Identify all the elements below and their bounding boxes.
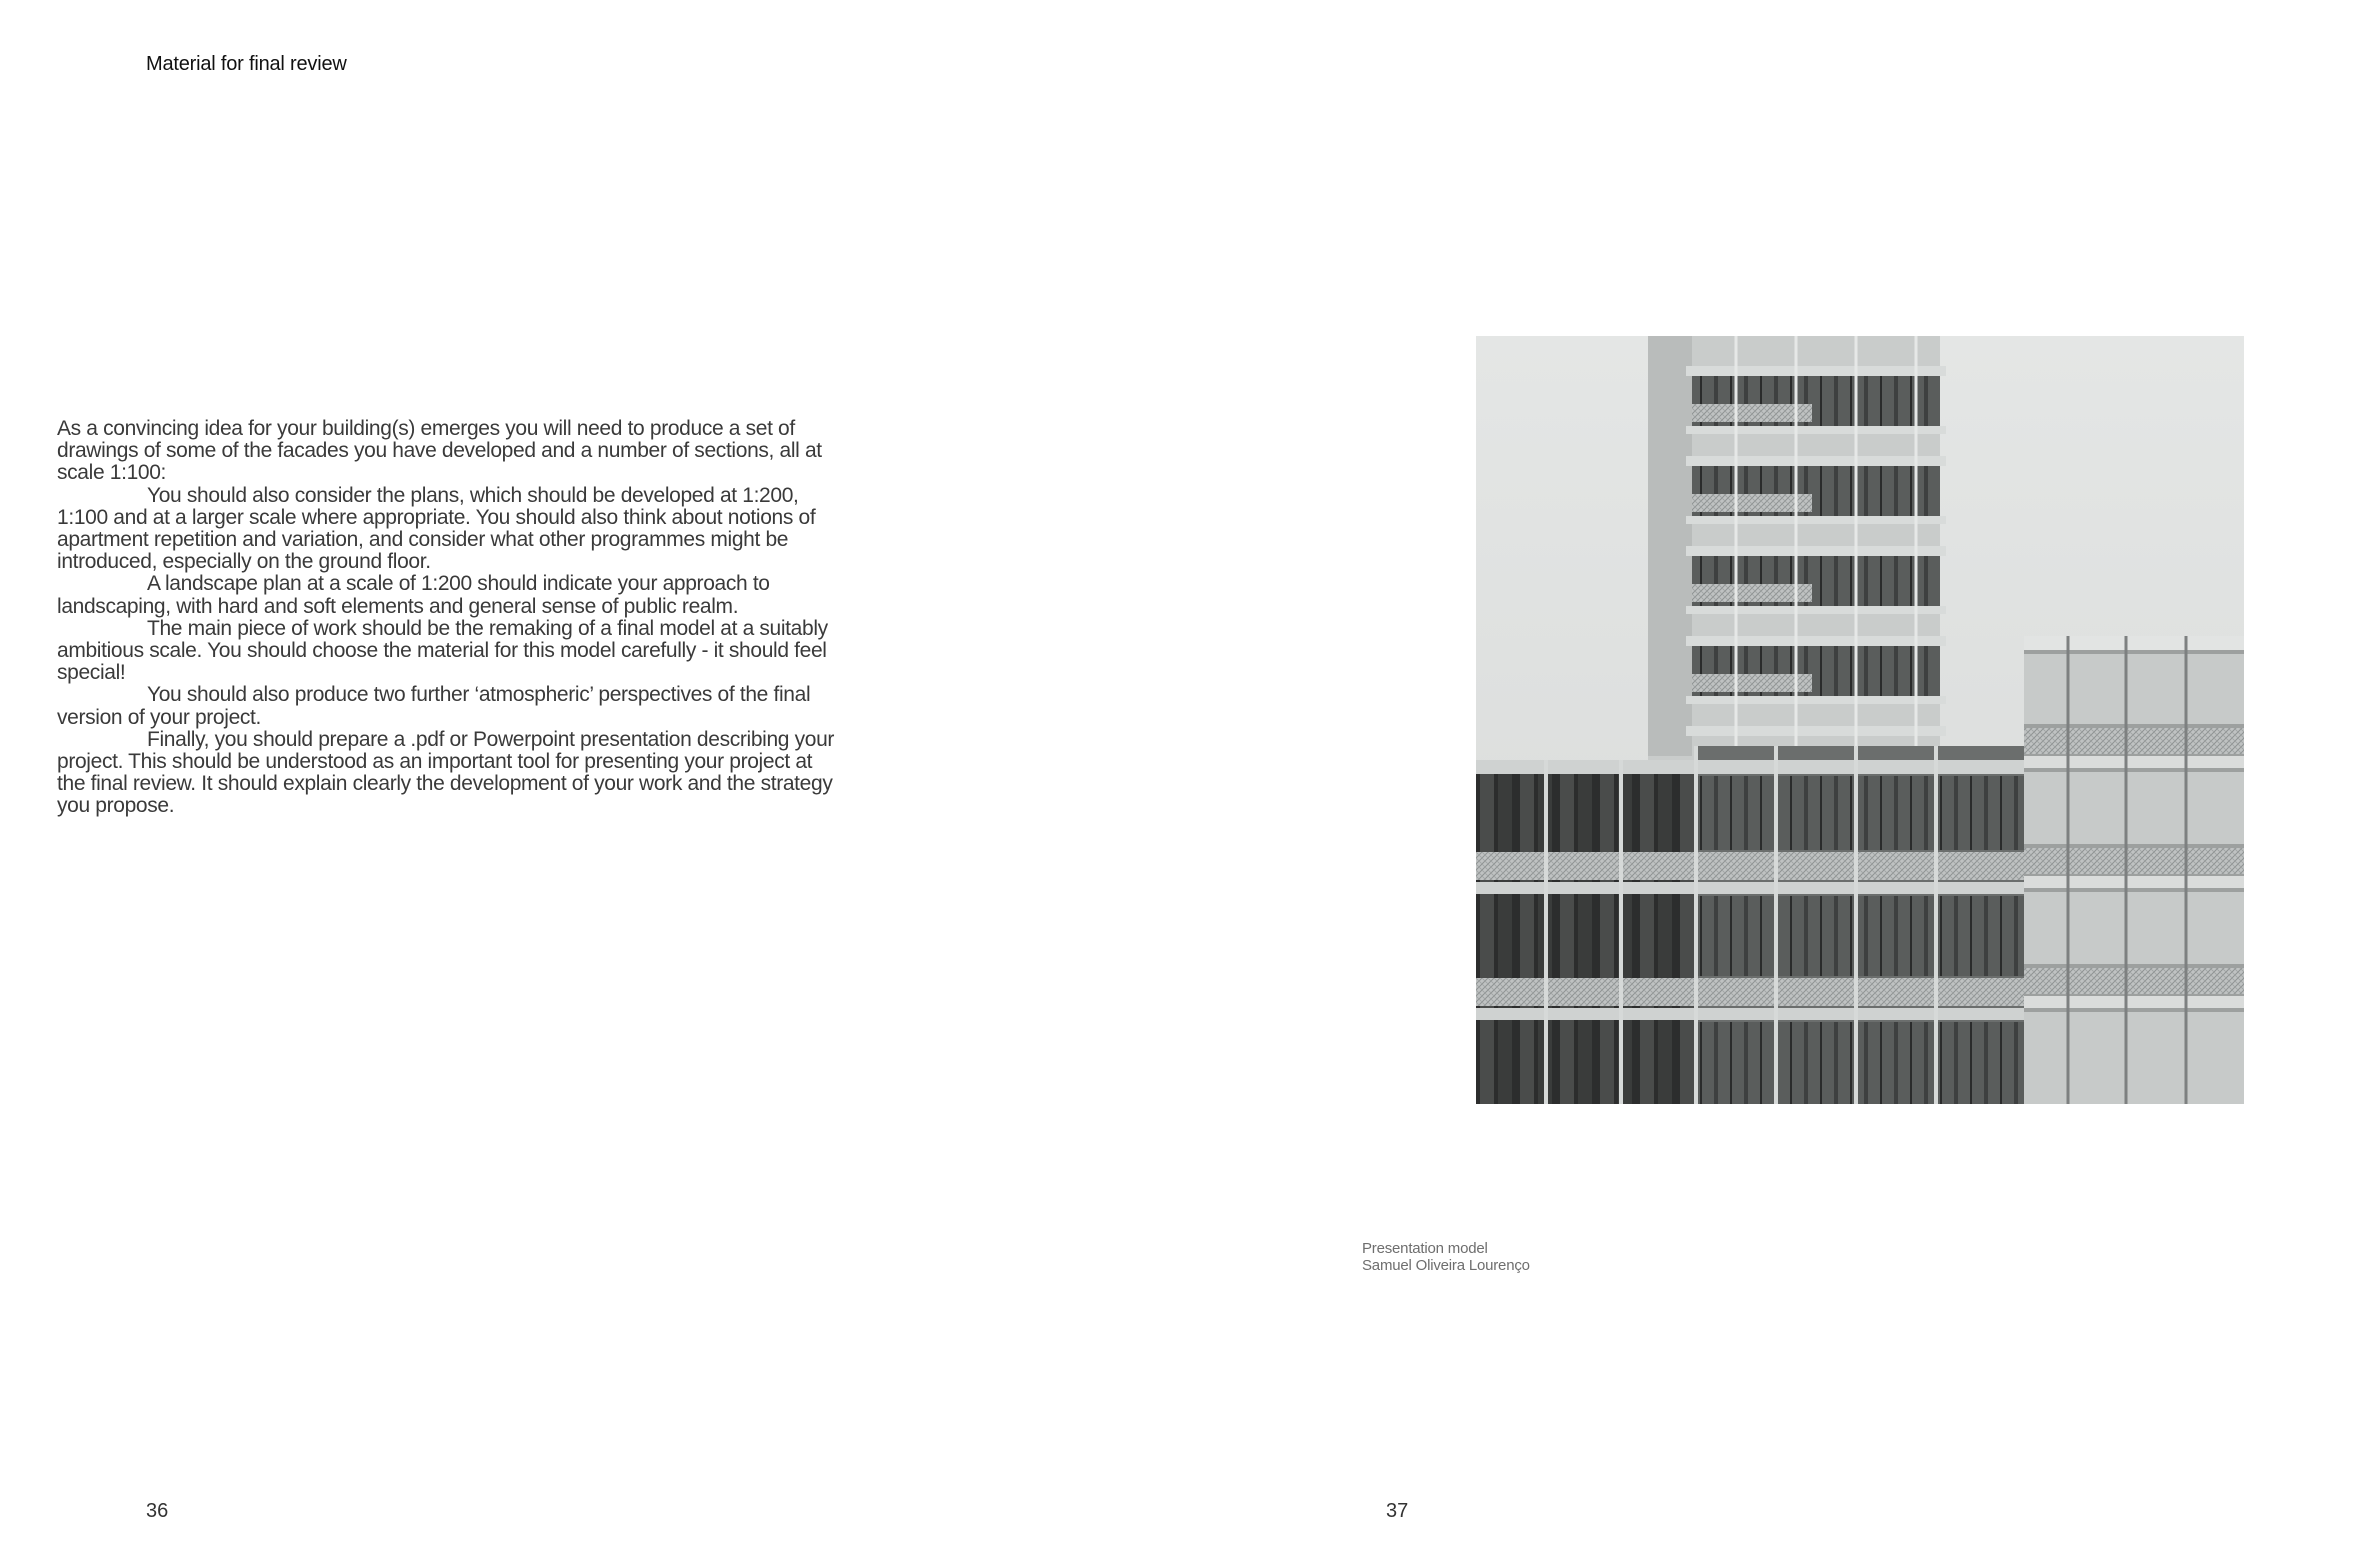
architectural-model-illustration <box>1476 336 2244 1104</box>
paragraph-3: A landscape plan at a scale of 1:200 should indicate your approach to landscaping, with hard and soft elements and general sense of public realm. <box>57 572 770 618</box>
paragraph-6: Finally, you should prepare a .pdf or Powerpoint presentation describing your project. This should be understood as an important tool for presenting your project at the final review. It should explain clearly the development of your work and the strategy you propose. <box>57 727 835 818</box>
caption-title: Presentation model <box>1362 1240 1488 1257</box>
paragraph-2: You should also consider the plans, which should be developed at 1:200, 1:100 and at a larger scale where appropriate. You should also think about notions of apartment repetition and variation, and consider what other programmes might be introduced, especially on the ground floor. <box>57 483 816 574</box>
paragraph-4: The main piece of work should be the remaking of a final model at a suitably ambitious scale. You should choose the material for this model carefully - it should feel special! <box>57 616 828 685</box>
tower-block <box>1648 336 1946 766</box>
lower-block-left <box>1476 746 2036 1104</box>
photo-caption <box>1362 1240 1530 1274</box>
body-text <box>57 418 837 818</box>
page-number-right: 37 <box>1386 1500 1409 1522</box>
paragraph-5: You should also produce two further ‘atmospheric’ perspectives of the final version of your project. <box>57 683 811 729</box>
model-photograph <box>1476 336 2244 1104</box>
page-number-left: 36 <box>146 1500 169 1522</box>
caption-author: Samuel Oliveira Lourenço <box>1362 1257 1530 1274</box>
lower-block-right <box>2024 636 2244 1104</box>
paragraph-1: As a convincing idea for your building(s) emerges you will need to produce a set of drawings of some of the facades you have developed and a number of sections, all at scale 1:100: <box>57 417 822 485</box>
right-page <box>1240 0 2363 1565</box>
running-head: Material for final review <box>146 53 347 75</box>
